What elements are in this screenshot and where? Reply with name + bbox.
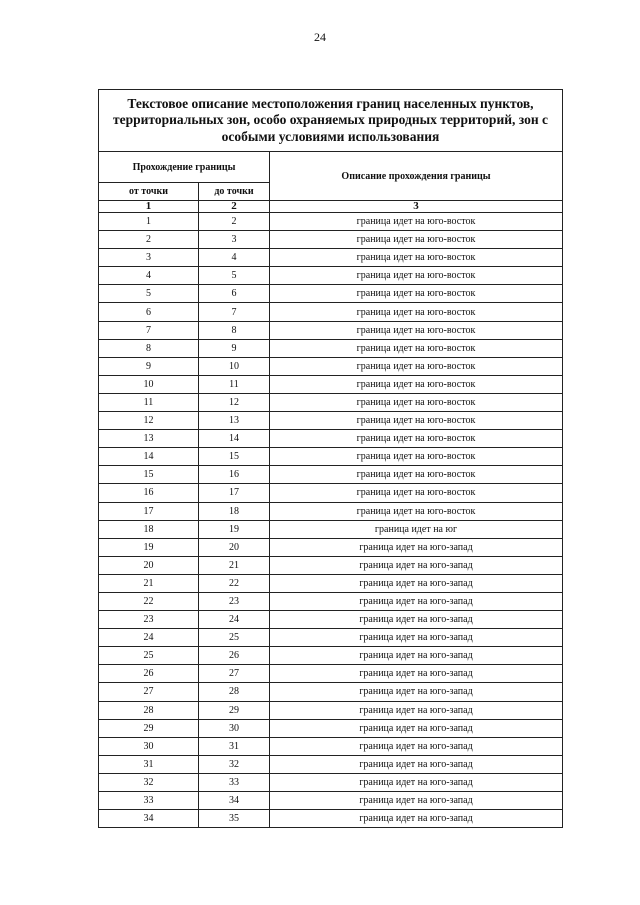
description-cell: граница идет на юго-восток — [270, 393, 563, 411]
description-cell: граница идет на юго-восток — [270, 249, 563, 267]
table-row — [99, 719, 563, 737]
to-point-cell: 15 — [199, 448, 270, 466]
table-row — [99, 574, 563, 592]
to-point-cell: 2 — [199, 213, 270, 231]
from-point-cell: 20 — [99, 556, 199, 574]
to-point-cell: 26 — [199, 647, 270, 665]
from-point-cell: 18 — [99, 520, 199, 538]
from-point-cell: 24 — [99, 629, 199, 647]
to-point-cell: 34 — [199, 792, 270, 810]
table-row — [99, 249, 563, 267]
to-point-cell: 28 — [199, 683, 270, 701]
to-point-cell: 31 — [199, 737, 270, 755]
table-row — [99, 213, 563, 231]
description-cell: граница идет на юго-восток — [270, 285, 563, 303]
from-point-cell: 30 — [99, 737, 199, 755]
table-row — [99, 393, 563, 411]
table-row — [99, 321, 563, 339]
to-point-cell: 16 — [199, 466, 270, 484]
from-point-cell: 31 — [99, 755, 199, 773]
to-point-cell: 24 — [199, 611, 270, 629]
table-row — [99, 412, 563, 430]
table-row — [99, 592, 563, 610]
from-point-cell: 3 — [99, 249, 199, 267]
description-cell: граница идет на юго-восток — [270, 321, 563, 339]
table-row — [99, 611, 563, 629]
to-point-cell: 11 — [199, 375, 270, 393]
description-cell: граница идет на юго-запад — [270, 719, 563, 737]
table-row — [99, 737, 563, 755]
header-description: Описание прохождения границы — [270, 152, 563, 201]
description-cell: граница идет на юго-запад — [270, 556, 563, 574]
to-point-cell: 17 — [199, 484, 270, 502]
table-row — [99, 647, 563, 665]
description-cell: граница идет на юго-восток — [270, 267, 563, 285]
to-point-cell: 14 — [199, 430, 270, 448]
table-row — [99, 466, 563, 484]
table-row — [99, 773, 563, 791]
from-point-cell: 2 — [99, 231, 199, 249]
from-point-cell: 7 — [99, 321, 199, 339]
to-point-cell: 10 — [199, 357, 270, 375]
column-number-2: 2 — [199, 201, 270, 213]
table-row — [99, 683, 563, 701]
from-point-cell: 27 — [99, 683, 199, 701]
from-point-cell: 1 — [99, 213, 199, 231]
table-row — [99, 448, 563, 466]
description-cell: граница идет на юго-восток — [270, 430, 563, 448]
description-cell: граница идет на юго-восток — [270, 213, 563, 231]
table-row — [99, 339, 563, 357]
table-row — [99, 792, 563, 810]
from-point-cell: 15 — [99, 466, 199, 484]
from-point-cell: 22 — [99, 592, 199, 610]
from-point-cell: 12 — [99, 412, 199, 430]
from-point-cell: 23 — [99, 611, 199, 629]
to-point-cell: 8 — [199, 321, 270, 339]
description-cell: граница идет на юго-запад — [270, 611, 563, 629]
column-number-3: 3 — [270, 201, 563, 213]
description-cell: граница идет на юго-запад — [270, 592, 563, 610]
header-to-point: до точки — [199, 183, 270, 201]
table-row — [99, 285, 563, 303]
to-point-cell: 23 — [199, 592, 270, 610]
table-row — [99, 357, 563, 375]
to-point-cell: 18 — [199, 502, 270, 520]
from-point-cell: 14 — [99, 448, 199, 466]
description-cell: граница идет на юго-восток — [270, 412, 563, 430]
description-cell: граница идет на юго-запад — [270, 629, 563, 647]
to-point-cell: 6 — [199, 285, 270, 303]
table-row — [99, 810, 563, 828]
table-row — [99, 520, 563, 538]
table-row — [99, 629, 563, 647]
page-number: 24 — [314, 30, 326, 44]
description-cell: граница идет на юго-запад — [270, 647, 563, 665]
table-row — [99, 701, 563, 719]
description-cell: граница идет на юго-запад — [270, 810, 563, 828]
table-row — [99, 665, 563, 683]
description-cell: граница идет на юго-восток — [270, 448, 563, 466]
table-row — [99, 430, 563, 448]
from-point-cell: 10 — [99, 375, 199, 393]
from-point-cell: 28 — [99, 701, 199, 719]
to-point-cell: 4 — [199, 249, 270, 267]
description-cell: граница идет на юго-запад — [270, 538, 563, 556]
table-row — [99, 231, 563, 249]
column-number-1: 1 — [99, 201, 199, 213]
from-point-cell: 26 — [99, 665, 199, 683]
to-point-cell: 22 — [199, 574, 270, 592]
from-point-cell: 16 — [99, 484, 199, 502]
to-point-cell: 7 — [199, 303, 270, 321]
from-point-cell: 9 — [99, 357, 199, 375]
from-point-cell: 8 — [99, 339, 199, 357]
from-point-cell: 19 — [99, 538, 199, 556]
from-point-cell: 29 — [99, 719, 199, 737]
to-point-cell: 9 — [199, 339, 270, 357]
to-point-cell: 13 — [199, 412, 270, 430]
table-title: Текстовое описание местоположения границ населенных пунктов, территориальных зон, особо охраняемых природных территорий, зон с особыми условиями использования — [99, 90, 563, 152]
description-cell: граница идет на юго-восток — [270, 231, 563, 249]
description-cell: граница идет на юго-восток — [270, 339, 563, 357]
description-cell: граница идет на юг — [270, 520, 563, 538]
table-row — [99, 484, 563, 502]
from-point-cell: 11 — [99, 393, 199, 411]
to-point-cell: 12 — [199, 393, 270, 411]
boundary-description-table — [98, 89, 563, 828]
from-point-cell: 33 — [99, 792, 199, 810]
table-row — [99, 755, 563, 773]
description-cell: граница идет на юго-восток — [270, 357, 563, 375]
from-point-cell: 34 — [99, 810, 199, 828]
from-point-cell: 21 — [99, 574, 199, 592]
to-point-cell: 19 — [199, 520, 270, 538]
to-point-cell: 20 — [199, 538, 270, 556]
to-point-cell: 33 — [199, 773, 270, 791]
header-from-point: от точки — [99, 183, 199, 201]
description-cell: граница идет на юго-восток — [270, 303, 563, 321]
to-point-cell: 3 — [199, 231, 270, 249]
from-point-cell: 25 — [99, 647, 199, 665]
from-point-cell: 13 — [99, 430, 199, 448]
to-point-cell: 29 — [199, 701, 270, 719]
description-cell: граница идет на юго-запад — [270, 665, 563, 683]
description-cell: граница идет на юго-запад — [270, 683, 563, 701]
to-point-cell: 32 — [199, 755, 270, 773]
description-cell: граница идет на юго-запад — [270, 773, 563, 791]
to-point-cell: 5 — [199, 267, 270, 285]
table-row — [99, 502, 563, 520]
table-row — [99, 267, 563, 285]
description-cell: граница идет на юго-восток — [270, 375, 563, 393]
to-point-cell: 35 — [199, 810, 270, 828]
table-row — [99, 556, 563, 574]
from-point-cell: 32 — [99, 773, 199, 791]
description-cell: граница идет на юго-запад — [270, 755, 563, 773]
description-cell: граница идет на юго-запад — [270, 701, 563, 719]
table-row — [99, 375, 563, 393]
from-point-cell: 4 — [99, 267, 199, 285]
description-cell: граница идет на юго-запад — [270, 574, 563, 592]
from-point-cell: 6 — [99, 303, 199, 321]
description-cell: граница идет на юго-запад — [270, 737, 563, 755]
description-cell: граница идет на юго-восток — [270, 484, 563, 502]
header-boundary-passage: Прохождение границы — [99, 152, 270, 183]
from-point-cell: 5 — [99, 285, 199, 303]
description-cell: граница идет на юго-запад — [270, 792, 563, 810]
to-point-cell: 25 — [199, 629, 270, 647]
description-cell: граница идет на юго-восток — [270, 502, 563, 520]
from-point-cell: 17 — [99, 502, 199, 520]
to-point-cell: 30 — [199, 719, 270, 737]
table-row — [99, 538, 563, 556]
to-point-cell: 27 — [199, 665, 270, 683]
description-cell: граница идет на юго-восток — [270, 466, 563, 484]
to-point-cell: 21 — [199, 556, 270, 574]
table-row — [99, 303, 563, 321]
table-body — [99, 213, 563, 828]
